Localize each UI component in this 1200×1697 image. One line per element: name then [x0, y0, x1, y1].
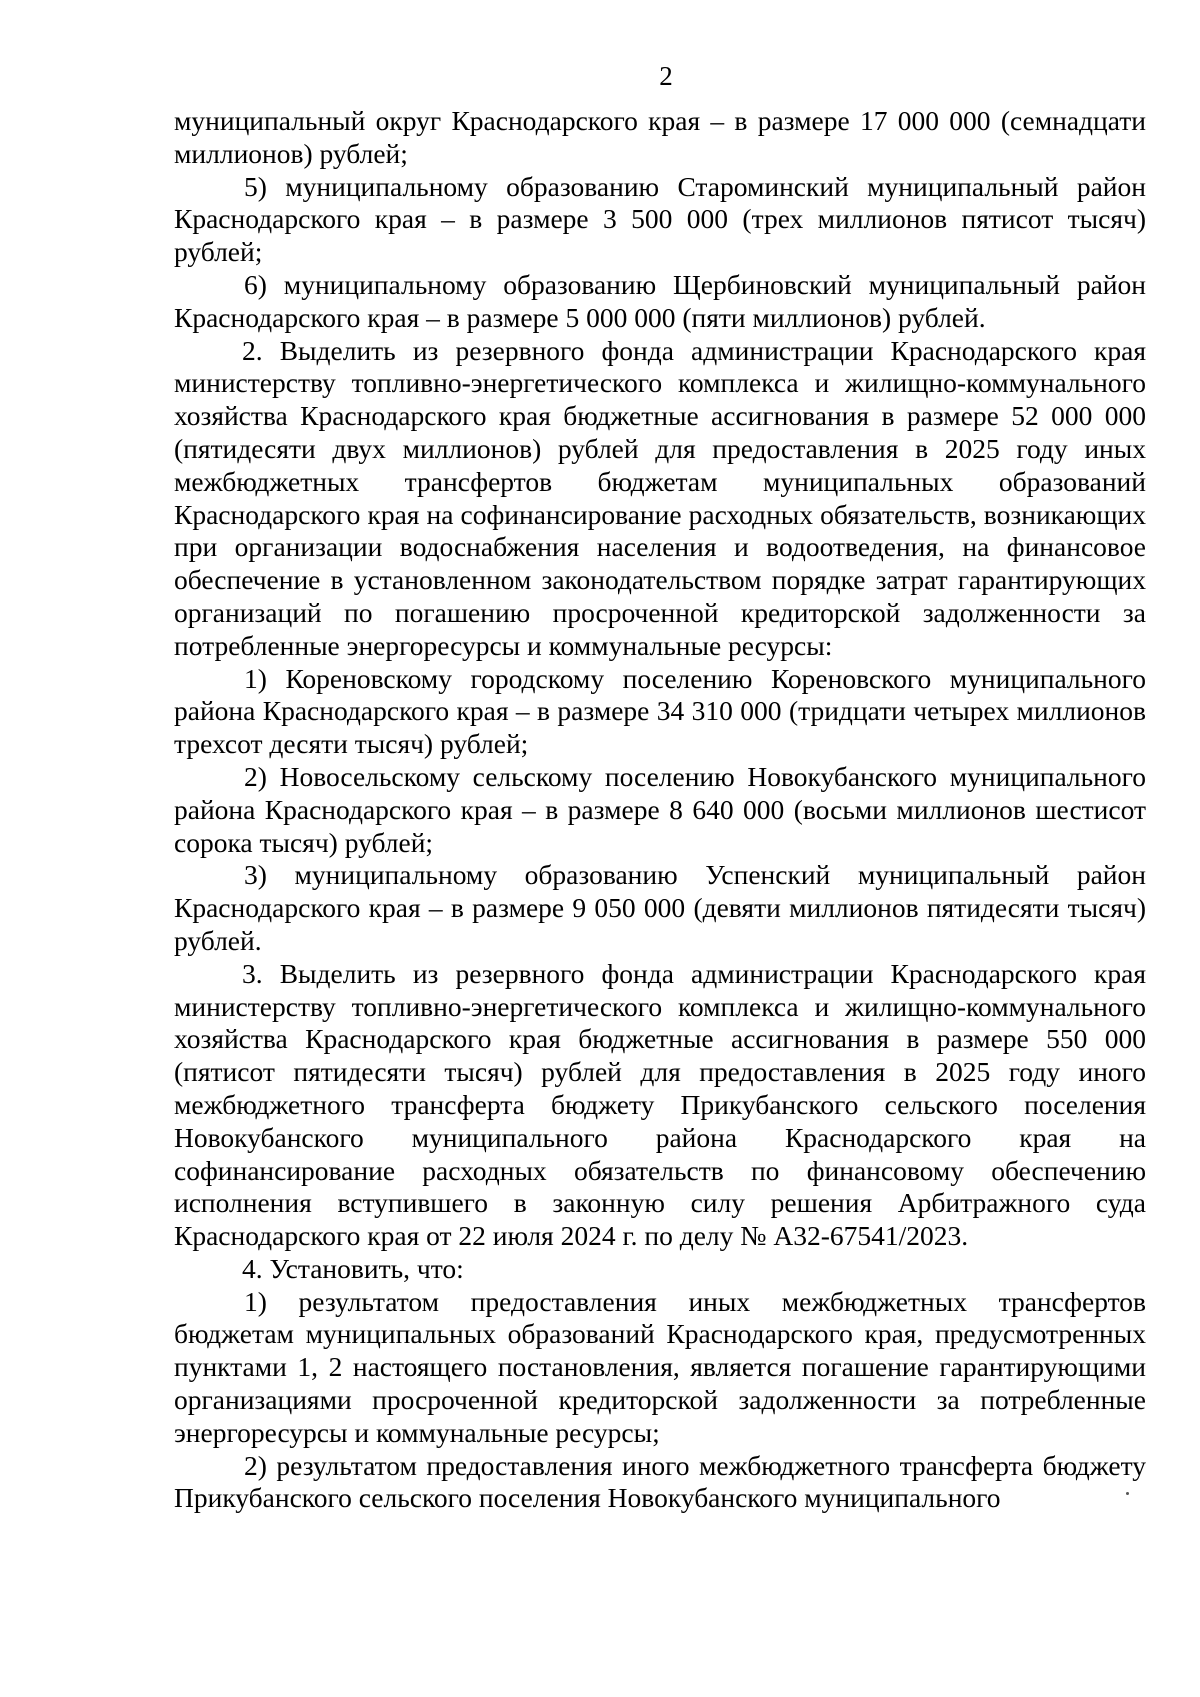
paragraph-item-6: 6) муниципальному образованию Щербиновский муниципальный район Краснодарского края – в размере 5 000 000 (пяти миллионов) рублей.	[174, 268, 1146, 333]
scan-speck	[1126, 1492, 1129, 1495]
paragraph-clause-2-item-1: 1) Кореновскому городскому поселению Кореновского муниципального района Краснодарского края – в размере 34 310 000 (тридцати четырех миллионов трехсот десяти тысяч) рублей;	[174, 662, 1146, 760]
paragraph-clause-4: 4. Установить, что:	[242, 1252, 464, 1284]
paragraph-clause-2-item-3: 3) муниципальному образованию Успенский муниципальный район Краснодарского края – в размере 9 050 000 (девяти миллионов пятидесяти тысяч) рублей.	[174, 859, 1146, 956]
page-number: 2	[659, 61, 673, 91]
paragraph-clause-4-item-2: 2) результатом предоставления иного межбюджетного трансферта бюджету Прикубанского сельского поселения Новокубанского муниципального	[174, 1449, 1146, 1514]
paragraph-clause-2: 2. Выделить из резервного фонда администрации Краснодарского края министерству топливно-энергетического комплекса и жилищно-коммунального хозяйства Краснодарского края бюджетные ассигнования в размере 52 000 000 (пятидесяти двух миллионов) рублей для предоставления в 2025 году иных межбюджетных трансфертов бюджетам муниципальных образований Краснодарского края на софинансирование расходных обязательств, возникающих при организации водоснабжения населения и водоотведения, на финансовое обеспечение в установленном законодательством порядке затрат гарантирующих организаций по погашению просроченной кредиторской задолженности за потребленные энергоресурсы и коммунальные ресурсы:	[174, 334, 1146, 661]
paragraph-continuation: муниципальный округ Краснодарского края – в размере 17 000 000 (семнадцати миллионов) рублей;	[174, 105, 1146, 169]
document-body	[174, 105, 1146, 1515]
paragraph-clause-4-item-1: 1) результатом предоставления иных межбюджетных трансфертов бюджетам муниципальных образований Краснодарского края, предусмотренных пунктами 1, 2 настоящего постановления, является погашение гарантирующими организациями просроченной кредиторской задолженности за потребленные энергоресурсы и коммунальные ресурсы;	[174, 1285, 1146, 1448]
paragraph-item-5: 5) муниципальному образованию Староминский муниципальный район Краснодарского края – в размере 3 500 000 (трех миллионов пятисот тысяч) рублей;	[174, 170, 1146, 268]
paragraph-clause-2-item-2: 2) Новосельскому сельскому поселению Новокубанского муниципального района Краснодарского края – в размере 8 640 000 (восьми миллионов шестисот сорока тысяч) рублей;	[174, 760, 1146, 858]
paragraph-clause-3: 3. Выделить из резервного фонда администрации Краснодарского края министерству топливно-энергетического комплекса и жилищно-коммунального хозяйства Краснодарского края бюджетные ассигнования в размере 550 000 (пятисот пятидесяти тысяч) рублей для предоставления в 2025 году иного межбюджетного трансферта бюджету Прикубанского сельского поселения Новокубанского муниципального района Краснодарского края на софинансирование расходных обязательств по финансовому обеспечению исполнения вступившего в законную силу решения Арбитражного суда Краснодарского края от 22 июля 2024 г. по делу № А32-67541/2023.	[174, 957, 1146, 1252]
